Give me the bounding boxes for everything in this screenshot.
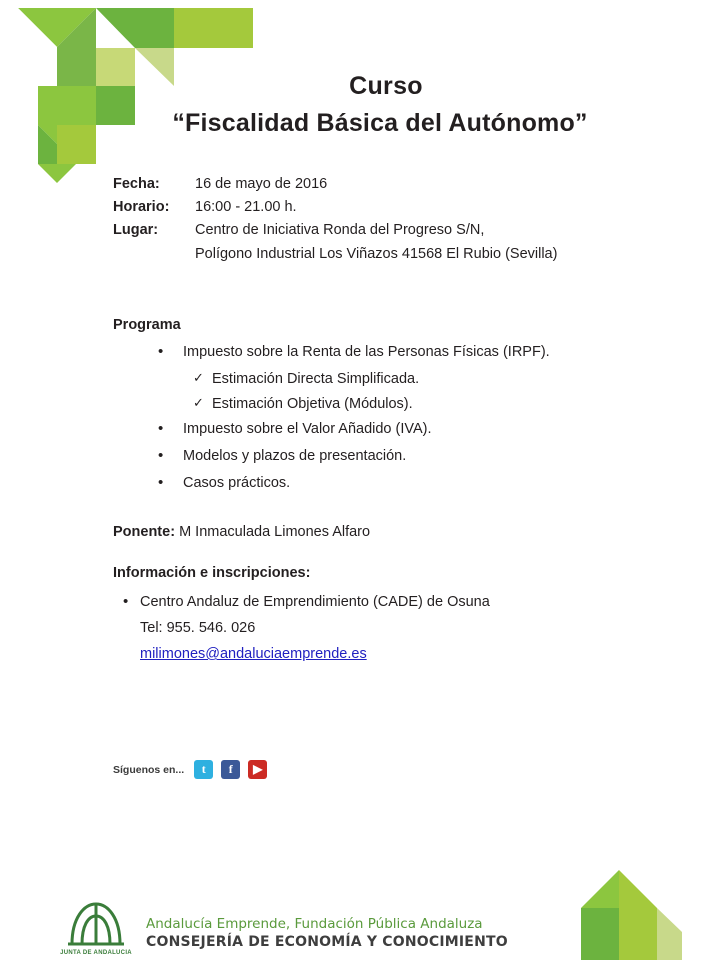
detail-value-lugar: Centro de Iniciativa Ronda del Progreso S/N,: [195, 222, 485, 238]
ponente-name: M Inmaculada Limones Alfaro: [179, 524, 371, 540]
title-line-1: Curso: [349, 72, 423, 100]
list-item: • Impuesto sobre el Valor Añadido (IVA).: [113, 419, 673, 440]
decorative-bottom-graphic: [557, 870, 682, 960]
detail-label-lugar: Lugar:: [113, 222, 159, 238]
contact-phone: Tel: 955. 546. 026: [140, 620, 256, 636]
detail-row-fecha: [113, 176, 673, 192]
detail-value-horario: 16:00 - 21.00 h.: [195, 199, 297, 215]
event-details: [113, 176, 673, 262]
contact-email-link[interactable]: milimones@andaluciaemprende.es: [140, 646, 367, 662]
footer-text: [146, 916, 508, 954]
list-item: • Casos prácticos.: [113, 473, 673, 494]
list-item: • Modelos y plazos de presentación.: [113, 446, 673, 467]
informacion-block: [113, 594, 673, 662]
title-line-2: “Fiscalidad Básica del Autónomo”: [172, 109, 588, 137]
detail-row-lugar: [113, 222, 673, 238]
ponente-line: [113, 524, 370, 540]
programa-heading: Programa: [113, 317, 181, 333]
footer-line-2: CONSEJERÍA DE ECONOMÍA Y CONOCIMIENTO: [146, 934, 508, 950]
facebook-icon[interactable]: f: [221, 760, 240, 779]
detail-value-lugar-line2: Polígono Industrial Los Viñazos 41568 El Rubio (Sevilla): [195, 246, 558, 262]
page-title: [0, 72, 720, 138]
junta-de-andalucia-logo: [60, 898, 132, 954]
detail-label-horario: Horario:: [113, 199, 170, 215]
list-item: ✓ Estimación Directa Simplificada.: [113, 369, 673, 390]
informacion-heading: Información e inscripciones:: [113, 565, 311, 581]
social-label: Síguenos en...: [113, 763, 185, 776]
footer-line-1: Andalucía Emprende, Fundación Pública Andaluza: [146, 916, 483, 932]
footer: [60, 898, 508, 954]
youtube-icon[interactable]: ▶: [248, 760, 267, 779]
ponente-label: Ponente:: [113, 524, 176, 540]
list-item: • Impuesto sobre la Renta de las Personas Físicas (IRPF).: [113, 342, 673, 363]
logo-caption: JUNTA DE ANDALUCIA: [60, 950, 132, 956]
detail-row-horario: [113, 199, 673, 215]
list-item: ✓ Estimación Objetiva (Módulos).: [113, 394, 673, 415]
contact-email-wrapper: [113, 646, 673, 662]
social-follow-bar: [113, 760, 275, 779]
programa-list: [113, 342, 673, 500]
detail-value-fecha: 16 de mayo de 2016: [195, 176, 328, 192]
list-item: • Centro Andaluz de Emprendimiento (CADE) de Osuna: [113, 594, 673, 610]
twitter-icon[interactable]: t: [194, 760, 213, 779]
detail-label-fecha: Fecha:: [113, 176, 160, 192]
